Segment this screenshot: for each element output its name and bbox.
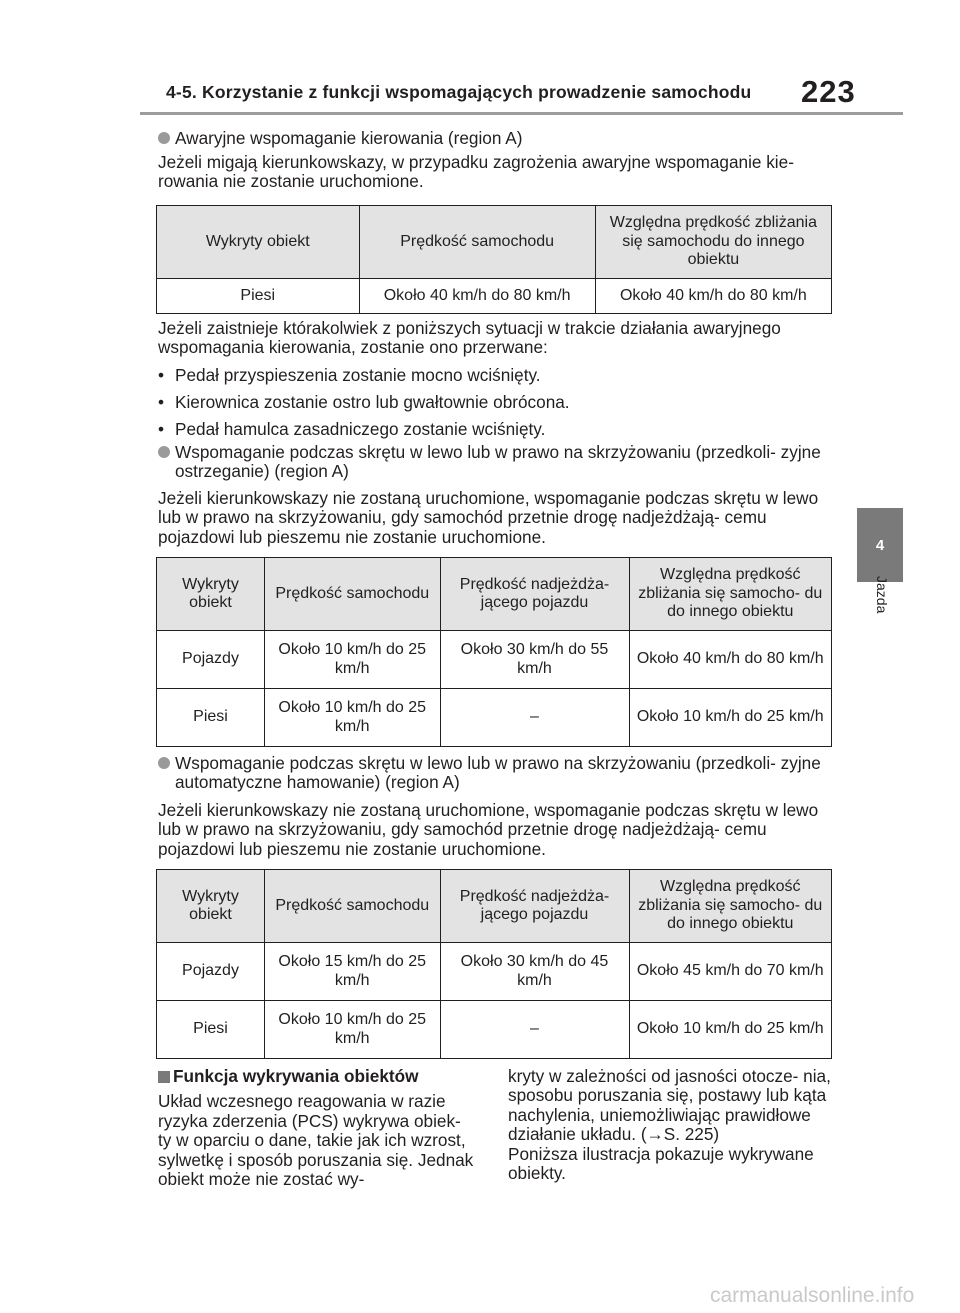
- block2-text: Jeżeli kierunkowskazy nie zostaną uruchomione, wspomaganie podczas skrętu w lewo lub w prawo na skrzyżowaniu, gdy samochód przetnie drogę nadjeżdżają- cemu pojazdowi lub pieszemu nie zostanie uruchomione.: [158, 488, 819, 547]
- table-cell: Około 45 km/h do 70 km/h: [629, 943, 832, 1001]
- table-header-cell: Względna prędkość zbliżania się samocho- du do innego obiektu: [629, 558, 832, 631]
- list-item-text: Pedał hamulca zasadniczego zostanie wciśnięty.: [175, 419, 546, 439]
- table-header-cell: Wykryty obiekt: [157, 206, 360, 279]
- table-cell: Pojazdy: [157, 943, 265, 1001]
- table-header-cell: Prędkość samochodu: [265, 558, 441, 631]
- block3-heading-text: Wspomaganie podczas skrętu w lewo lub w prawo na skrzyżowaniu (przedkoli- zyjne automatyczne hamowanie) (region A): [175, 753, 821, 793]
- table-header-row: [157, 206, 832, 279]
- table-cell: Około 40 km/h do 80 km/h: [629, 631, 832, 689]
- table-header-cell: Względna prędkość zbliżania się samochodu do innego obiektu: [595, 206, 831, 279]
- table-header-cell: Wykryty obiekt: [157, 558, 265, 631]
- block1-heading: [158, 129, 834, 148]
- block1-text: Jeżeli migają kierunkowskazy, w przypadku zagrożenia awaryjne wspomaganie kie- rowania nie zostanie uruchomione.: [158, 152, 794, 192]
- detection-left-column: [158, 1067, 478, 1189]
- table-cell: Piesi: [157, 279, 360, 314]
- detection-heading-text: Funkcja wykrywania obiektów: [173, 1066, 419, 1086]
- list-item: [158, 420, 834, 439]
- list-bullet: •: [158, 365, 165, 385]
- block1-heading-text: Awaryjne wspomaganie kierowania (region A): [175, 128, 523, 148]
- table-cell: Około 10 km/h do 25 km/h: [265, 631, 441, 689]
- table-cell: Około 40 km/h do 80 km/h: [359, 279, 595, 314]
- footer-watermark: carmanualsonline.info: [710, 1284, 915, 1307]
- table-header-row: [157, 870, 832, 943]
- table-header-cell: Prędkość nadjeżdża- jącego pojazdu: [440, 870, 629, 943]
- detection-left-text: Układ wczesnego reagowania w razie ryzyka zderzenia (PCS) wykrywa obiek- ty w oparciu o dane, takie jak ich wzrost, sylwetkę i sposób poruszania się. Jednak obiekt może nie zostać wy-: [158, 1091, 474, 1190]
- list-item: [158, 366, 834, 385]
- detection-right-text-1: kryty w zależności od jasności otocze- nia, sposobu poruszania się, postawy lub kąta nachylenia, uniemożliwiając prawidłowe działanie układu. (: [508, 1066, 831, 1145]
- table-header-cell: Prędkość samochodu: [359, 206, 595, 279]
- table-header-cell: Prędkość nadjeżdża- jącego pojazdu: [440, 558, 629, 631]
- table-3: [156, 869, 832, 1059]
- block2-heading: [158, 443, 834, 482]
- list-bullet: •: [158, 392, 165, 412]
- section-square-icon: [158, 1071, 170, 1083]
- bullet-dot-icon: [158, 132, 170, 144]
- detection-heading: [158, 1067, 478, 1086]
- table-cell: –: [440, 1001, 629, 1059]
- detection-right-text-2: Poniższa ilustracja pokazuje wykrywane obiekty.: [508, 1143, 814, 1184]
- table-row: [157, 631, 832, 689]
- block2-heading-text: Wspomaganie podczas skrętu w lewo lub w prawo na skrzyżowaniu (przedkoli- zyjne ostrzeganie) (region A): [175, 442, 821, 482]
- page-reference: S. 225): [663, 1124, 720, 1145]
- table-header-cell: Wykryty obiekt: [157, 870, 265, 943]
- table-cell: Około 10 km/h do 25 km/h: [629, 1001, 832, 1059]
- table-cell: Około 30 km/h do 55 km/h: [440, 631, 629, 689]
- section-title: 4-5. Korzystanie z funkcji wspomagających prowadzenie samochodu: [166, 82, 752, 102]
- block3-text: Jeżeli kierunkowskazy nie zostaną uruchomione, wspomaganie podczas skrętu w lewo lub w prawo na skrzyżowaniu, gdy samochód przetnie drogę nadjeżdżają- cemu pojazdowi lub pieszemu nie zostanie uruchomione.: [158, 800, 819, 859]
- table-row: [157, 943, 832, 1001]
- detection-right-column: [508, 1067, 834, 1183]
- block3-heading: [158, 754, 834, 793]
- table-header-cell: Prędkość samochodu: [265, 870, 441, 943]
- table-cell: Około 10 km/h do 25 km/h: [629, 689, 832, 747]
- header-rule: [140, 112, 903, 115]
- table-cell: Około 30 km/h do 45 km/h: [440, 943, 629, 1001]
- table-header-cell: Względna prędkość zbliżania się samocho- du do innego obiektu: [629, 870, 832, 943]
- bullet-dot-icon: [158, 757, 170, 769]
- page-number: 223: [801, 74, 856, 109]
- table-cell: –: [440, 689, 629, 747]
- table-cell: Piesi: [157, 1001, 265, 1059]
- table-2: [156, 557, 832, 747]
- list-item: [158, 393, 834, 412]
- table-cell: Piesi: [157, 689, 265, 747]
- table-1: [156, 205, 832, 314]
- interrupt-intro: Jeżeli zaistnieje którakolwiek z poniższych sytuacji w trakcie działania awaryjnego wspomagania kierowania, zostanie ono przerwane:: [158, 318, 781, 358]
- table-cell: Około 15 km/h do 25 km/h: [265, 943, 441, 1001]
- table-cell: Pojazdy: [157, 631, 265, 689]
- table-cell: Około 40 km/h do 80 km/h: [595, 279, 831, 314]
- table-row: [157, 279, 832, 314]
- table-row: [157, 1001, 832, 1059]
- table-cell: Około 10 km/h do 25 km/h: [265, 689, 441, 747]
- arrow-icon: →: [646, 1124, 664, 1145]
- table-row: [157, 689, 832, 747]
- bullet-dot-icon: [158, 446, 170, 458]
- list-bullet: •: [158, 419, 165, 439]
- list-item-text: Kierownica zostanie ostro lub gwałtownie obrócona.: [175, 392, 570, 412]
- table-header-row: [157, 558, 832, 631]
- detection-right-text: [508, 1067, 834, 1145]
- chapter-tab: 4: [857, 508, 903, 582]
- chapter-label: Jazda: [874, 576, 890, 614]
- table-cell: Około 10 km/h do 25 km/h: [265, 1001, 441, 1059]
- list-item-text: Pedał przyspieszenia zostanie mocno wciśnięty.: [175, 365, 541, 385]
